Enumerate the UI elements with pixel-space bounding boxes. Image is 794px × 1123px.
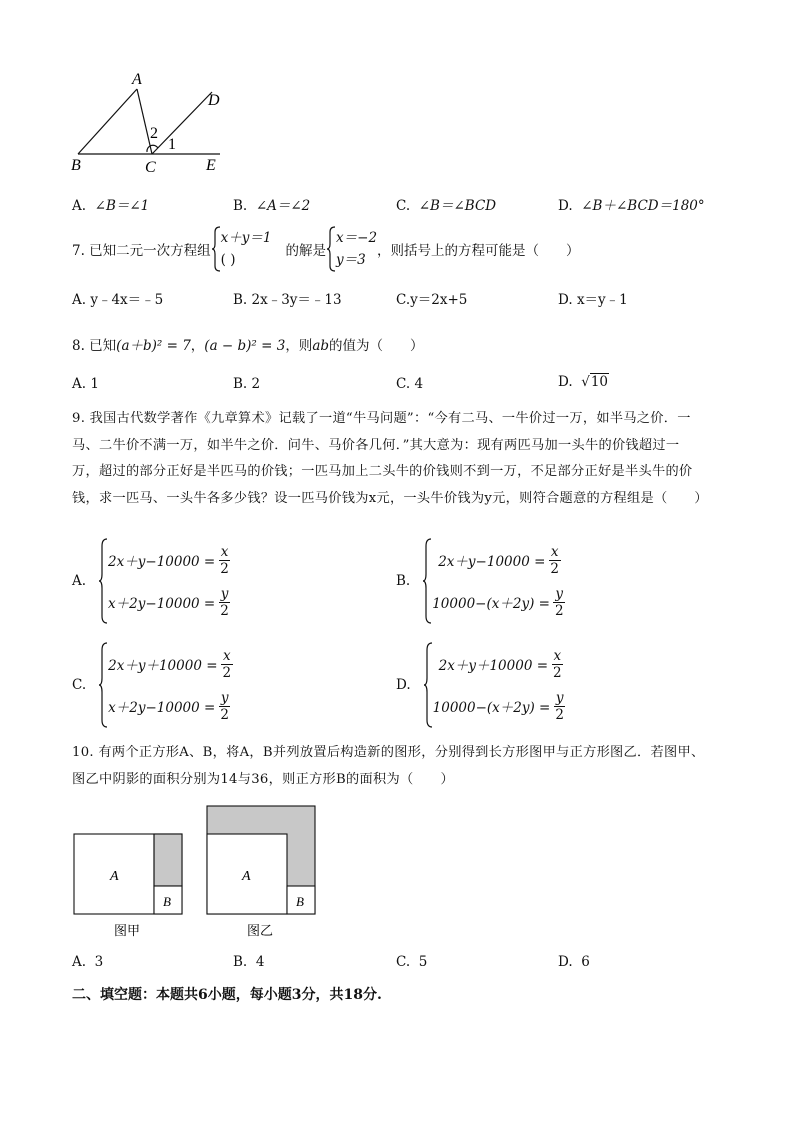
left-brace-icon	[98, 538, 108, 624]
q9-line-4: 钱，求一匹马、一头牛各多少钱？设一匹马价钱为x元，一头牛价钱为y元，则符合题意的方程组是（ ）	[72, 490, 708, 506]
q7-prefix: 7. 已知二元一次方程组	[72, 243, 211, 259]
q10-option-d[interactable]: D. 6	[558, 954, 590, 970]
q9-c-eq1: 2x＋y＋10000 =	[108, 658, 218, 674]
section-2-heading: 二、填空题：本题共6小题，每小题3分，共18分.	[72, 987, 382, 1003]
q8-var: ab	[312, 338, 330, 354]
label-b: B	[71, 157, 81, 174]
caption-jia: 图甲	[114, 924, 141, 939]
q9-line-2: 马、二牛价不满一万，如半牛之价．问牛、马价各几何．”其大意为：现有两匹马加一头牛的价钱超过一	[72, 437, 680, 453]
q9-c-den2: 2	[220, 706, 229, 723]
q9-line-3: 万，超过的部分正好是半匹马的价钱；一匹马加上二头牛的价钱则不到一万，不足部分正好是半头牛的价	[72, 464, 693, 479]
q8-option-b[interactable]: B. 2	[233, 376, 261, 392]
jia-label-a: A	[110, 869, 119, 884]
label-e: E	[206, 157, 216, 174]
q7-sys1-line2: ( )	[220, 252, 236, 268]
q9-option-b[interactable]	[396, 538, 566, 624]
q9-a-num1: x	[220, 543, 229, 560]
q10-option-c[interactable]: C. 5	[396, 954, 428, 970]
label-d: D	[208, 92, 220, 109]
q8-expr1: (a＋b)² = 7	[116, 338, 191, 354]
q9-c-den1: 2	[222, 664, 232, 681]
q7-option-a[interactable]: A. y﹣4x＝﹣5	[72, 292, 164, 308]
left-brace-icon	[326, 226, 336, 272]
q7-option-c[interactable]: C.y＝2x+5	[396, 292, 468, 308]
q9-c-eq2: x＋2y−10000 =	[108, 700, 216, 716]
q10-figures	[70, 804, 330, 944]
label-a: A	[132, 71, 142, 88]
q9-a-den1: 2	[220, 560, 229, 577]
q9-d-num2: y	[555, 689, 564, 706]
q10-option-b[interactable]: B. 4	[233, 954, 265, 970]
q9-d-num1: x	[553, 647, 562, 664]
q9-option-a[interactable]	[72, 538, 231, 624]
q10-line-1: 10. 有两个正方形A、B，将A，B并列放置后构造新的图形，分别得到长方形图甲与正方形图乙．若图甲、	[72, 745, 705, 760]
q7-system-1	[221, 227, 272, 271]
q9-d-den2: 2	[555, 706, 564, 723]
label-c: C	[145, 159, 156, 176]
geometry-figure-angles	[68, 66, 238, 176]
yi-label-a: A	[242, 869, 251, 884]
q9-a-den2: 2	[220, 602, 229, 619]
q7-system-2	[336, 227, 377, 271]
q9-option-a-letter: A.	[72, 573, 87, 589]
q8-option-d[interactable]: D. √10	[558, 374, 609, 390]
q6-option-d[interactable]: D. ∠B＋∠BCD＝180°	[558, 198, 705, 214]
line-ab	[78, 89, 137, 154]
q9-b-den2: 2	[554, 602, 564, 619]
q7-option-b[interactable]: B. 2x﹣3y＝﹣13	[233, 292, 342, 308]
q8-separator: ，	[190, 338, 205, 354]
q9-c-num2: y	[220, 689, 229, 706]
q8-prefix: 8. 已知	[72, 338, 117, 354]
q10-stem	[72, 740, 732, 793]
q8-option-c[interactable]: C. 4	[396, 376, 424, 392]
q9-option-c[interactable]	[72, 642, 233, 728]
yi-label-b: B	[296, 894, 304, 909]
q9-c-num1: x	[223, 647, 231, 664]
left-brace-icon	[422, 538, 432, 624]
figure-jia	[74, 834, 182, 939]
q7-sys2-line2: y＝3	[336, 252, 366, 268]
q9-a-eq1: 2x＋y−10000 =	[108, 554, 216, 570]
q9-option-d[interactable]	[396, 642, 566, 728]
q9-d-eq1: 2x＋y＋10000 =	[438, 658, 549, 674]
q9-option-b-letter: B.	[396, 573, 411, 589]
q9-d-den1: 2	[553, 664, 562, 681]
angle-arc	[147, 145, 158, 152]
label-angle-2: 2	[150, 125, 158, 142]
q9-b-eq2: 10000−(x＋2y) =	[432, 596, 550, 612]
sqrt-icon: √	[581, 374, 590, 390]
q8-expr2: (a − b)² = 3	[204, 338, 286, 354]
q7-middle: 的解是	[285, 243, 327, 259]
q9-b-eq1: 2x＋y−10000 =	[438, 554, 546, 570]
q7-sys2-line1: x＝−2	[336, 230, 378, 246]
q7-stem	[72, 224, 580, 274]
q9-line-1: 9. 我国古代数学著作《九章算术》记载了一道“牛马问题”：“今有二马、一牛价过一万，如半马之价．一	[72, 411, 691, 426]
q9-b-den1: 2	[550, 560, 560, 577]
q7-sys1-line1: x＋y＝1	[220, 230, 272, 246]
q7-option-d[interactable]: D. x＝y﹣1	[558, 292, 628, 308]
q8-middle: ，则	[285, 338, 313, 354]
q6-option-c[interactable]: C. ∠B＝∠BCD	[396, 198, 497, 214]
q10-option-a[interactable]: A. 3	[72, 954, 104, 970]
q9-a-eq2: x＋2y−10000 =	[108, 596, 216, 612]
q9-a-num2: y	[220, 585, 229, 602]
q9-b-num1: x	[550, 543, 559, 560]
q9-option-d-letter: D.	[396, 677, 411, 693]
left-brace-icon	[98, 642, 108, 728]
label-angle-1: 1	[168, 136, 176, 153]
caption-yi: 图乙	[247, 924, 274, 939]
shaded-region-jia	[154, 834, 182, 886]
left-brace-icon	[423, 642, 433, 728]
q6-option-b[interactable]: B. ∠A＝∠2	[233, 198, 311, 214]
line-cd	[152, 92, 212, 154]
line-ac	[137, 89, 152, 154]
q9-d-eq2: 10000−(x＋2y) =	[432, 700, 551, 716]
q9-b-num2: y	[555, 585, 564, 602]
figure-yi	[207, 806, 315, 939]
q9-stem	[72, 406, 732, 512]
q7-suffix: ，则括号上的方程可能是（ ）	[377, 243, 580, 259]
left-brace-icon	[211, 226, 221, 272]
q10-line-2: 图乙中阴影的面积分别为14与36，则正方形B的面积为（ ）	[72, 771, 454, 787]
q9-option-c-letter: C.	[72, 677, 87, 693]
q8-option-a[interactable]: A. 1	[72, 376, 99, 392]
jia-label-b: B	[163, 894, 171, 909]
q8-stem	[72, 334, 424, 354]
q8-suffix: 的值为（ ）	[329, 338, 424, 354]
q6-option-a[interactable]: A. ∠B＝∠1	[72, 198, 150, 214]
